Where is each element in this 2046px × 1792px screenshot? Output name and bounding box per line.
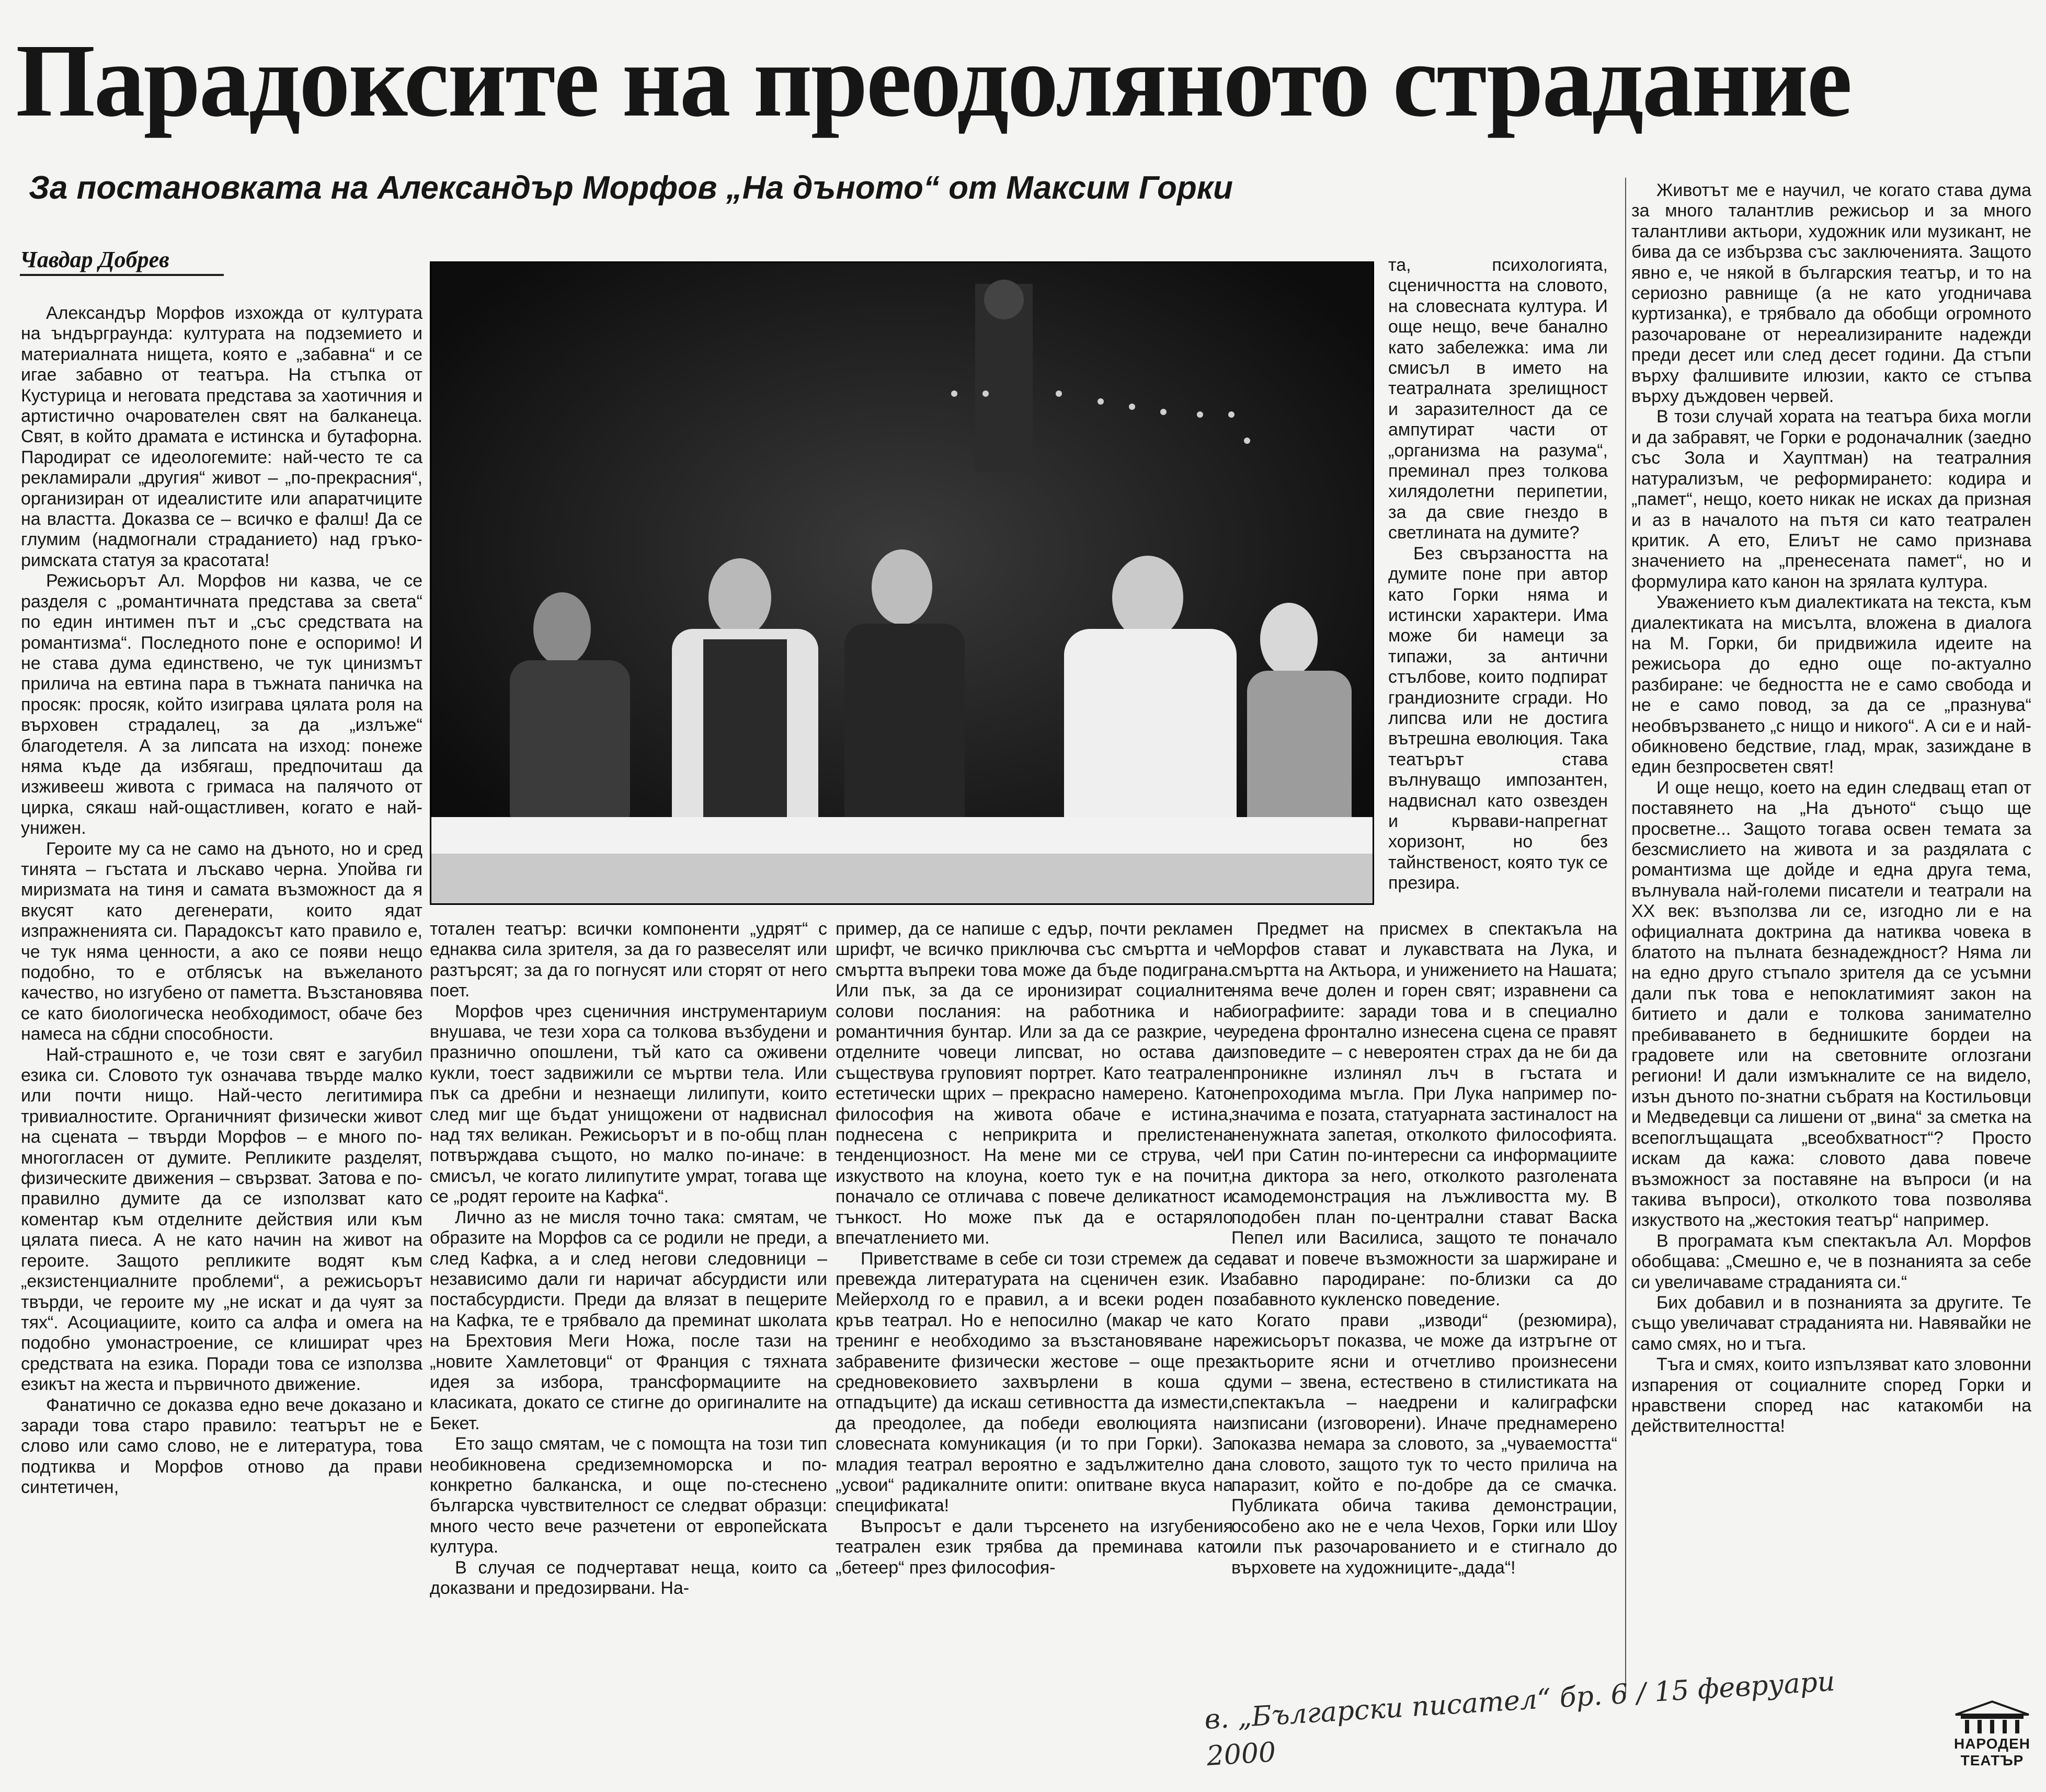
article-subhead: За постановката на Александър Морфов „На дъното“ от Максим Горки <box>29 170 1233 206</box>
paragraph: Животът ме е научил, че когато става дума за много талантлив режисьор и за много талантливи актьори, художник или музикант, не бива да се избързва със заключенията. Защото явно е, че някой в българския театър, и то на сериозно равнище (а не като угодничава куртизанка), е трябвало да обобщи огромното разочароване от нереализираните надежди преди десет или след десет години. Да стъпи върху фалшивите илюзии, както се стъпва върху дъждовен червей. <box>1631 180 2031 407</box>
stage-photo <box>430 261 1374 905</box>
handwritten-source-note: в. „Български писател“ бр. 6 / 15 февруари 2000 <box>1203 1665 1836 1773</box>
paragraph: та, психологията, сценичността на словото, на словесната култура. И още нещо, вече банално като забележка: има ли смисъл в името на театралната зрелищност и заразителност да се ампутират части от „организма на разума“, преминал през толкова хилядолетни перипетии, за да свие гнездо в светлината на думите? <box>1388 255 1608 543</box>
theatre-building-icon <box>1950 1699 2034 1736</box>
paragraph: тотален театър: всички компоненти „удрят“ с еднаква сила зрителя, за да го развеселят или разтърсят; за да го погнусят или сторят от него поет. <box>430 919 827 1001</box>
paragraph: Героите му са не само на дъното, но и сред тинята – гъстата и лъскаво черна. Упойва ги миризмата на тиня и самата възможност да я вкусят като дегенерати, които ядат изпражненията си. Парадоксът като правило е, че тук няма ценности, а ако се появи нещо подобно, то е отблясък на въжеланото качество, но изгубено от паметта. Възстановява се като биологическа необходимост, обаче без намеса на сбдни способности. <box>21 838 422 1044</box>
paragraph: пример, да се напише с едър, почти рекламен шрифт, че всичко приключва със смъртта и че смъртта въпреки това може да бъде подиграна. Или пък, за да се иронизират социалните солови послания: на работника и на романтичния бунтар. Или за да се разкрие, че отделните човеци липсват, но остава да съществува груповият портрет. Като театрален естетически щрих – прекрасно намерено. Като философия на живота обаче е истина, поднесена с неприкрита и прелистена тенденциозност. На мене ми се струва, че изкуството на клоуна, което тук е на почит, поначало се отличава с повече деликатност и тънкост. Но може пък да е остаряло впечатлението ми. <box>836 919 1233 1248</box>
text-column-4-lower <box>1231 919 1617 1677</box>
paragraph: В програмата към спектакъла Ал. Морфов обобщава: „Смешно е, че в познанията за себе си увеличаваме страданията си.“ <box>1631 1231 2031 1292</box>
paragraph: Без свързаността на думите поне при автор като Горки няма и истински характери. Има може би намеци за типажи, за антични стълбове, които подпират грандиозните сгради. Но липсва или не достига вътрешна еволюция. Така театърът става вълнуващо импозантен, надвиснал като озвезден и кървави-напрегнат хоризонт, но без тайнственост, която тук се презира. <box>1388 543 1608 893</box>
text-column-5 <box>1631 180 2031 1675</box>
text-column-1 <box>21 303 422 1715</box>
paragraph: Фанатично се доказва едно вече доказано и заради това старо правило: театърът не е слово или само слово, не е литература, това подтиква и Морфов отново да прави синтетичен, <box>21 1395 422 1498</box>
paragraph: Най-страшното е, че този свят е загубил езика си. Словото тук означава твърде малко или почти нищо. Най-често легитимира тривиалностите. Органичният физически живот на сцената – твърди Морфов – е много по-многогласен от думите. Репликите разделят, физическите движения – свързват. Затова е по-правилно думите да се използват като коментар към отделните действия или към цялата пиеса. А не като начин на живот на героите. Защото репликите водят към „екзистенциалните проблеми“, а режисьорът твърди, че героите му „не искат и да чуят за тях“. Асоциациите, които са алфа и омега на подобно умонастроение, се клишират чрез средствата на езика. Поради това се използва езикът на жеста и първичното движение. <box>21 1044 422 1395</box>
paragraph: В случая се подчертават неща, които са доказвани и предозирвани. На- <box>430 1557 827 1598</box>
paragraph: В този случай хората на театъра биха могли и да забравят, че Горки е родоначалник (заедно със Зола и Хауптман) на театралния натурализъм, че реформирането: кодира и „памет“, нещо, което никак не исках да призная и аз в началото на пътя си като театрален критик. А ето, Елиът не само признава значението на „пренесената памет“, но и формулира като канон на зрялата култура. <box>1631 407 2031 592</box>
paragraph: Лично аз не мисля точно така: смятам, че образите на Морфов са се родили не преди, а след Кафка, а и след негови следовници – независимо дали ги наричат абсурдисти или постабсурдисти. Преди да влязат в пещерите на Кафка, те е трябвало да преминат школата на Брехтовия Меги Ножа, после тази на „новите Хамлетовци“ от Франция с тяхната идея за избора, трансформациите на класиката, докато се стигне до оригиналите на Бекет. <box>430 1207 827 1433</box>
paragraph: Предмет на присмех в спектакъла на Морфов стават и лукавствата на Лука, и смъртта на Актьора, и унижението на Нашата; няма вече долен и горен свят; изравнени са биографиите: заради това и в специално уредена фронтално изнесена сцена се правят изповедите – с невероятен страх да не би да проникне излинял лъч в гъстата и непроходима мъгла. При Лука например по-значима е позата, статуарната застиналост на ненужната запетая, отколкото философията. И при Сатин по-интересни са информациите на диктора за него, отколкото разголената самодемонстрация на лъжливостта му. В подобен план по-централни стават Васка Пепел или Василиса, защото те поначало дават и повече възможности за шаржиране и забавно пародиране: по-близки са до забавното кукленско поведение. <box>1231 919 1617 1310</box>
text-column-3 <box>836 919 1233 1734</box>
article-byline: Чавдар Добрев <box>20 246 224 276</box>
paragraph: Уважението към диалектиката на текста, към диалектиката на мисълта, вложена в диалога на М. Горки, би придвижила идеите на режисьора до едно още по-актуално разбиране: че бедността не е само свобода и не е само повод, за да се „празнува“ необвързването „с нищо и никого“. А си е и най-обикновено бедствие, глад, мрак, зазиждане в един безпросветен свят! <box>1631 592 2031 777</box>
paragraph: Въпросът е дали търсенето на изгубения театрален език трябва да преминава като „бетеер“ през философия- <box>836 1516 1233 1578</box>
stage-photo-image <box>431 263 1373 903</box>
logo-line-2: ТЕАТЪР <box>1960 1752 2024 1768</box>
paragraph: Приветстваме в себе си този стремеж да се превежда литературата на сценичен език. И Мейерхолд го е правил, а и всеки роден по кръв театрал. Но е непосилно (макар че като тренинг е необходимо за възстановяване на забравените физически жестове – още през средновековието захвърлени в коша с отпадъците) да искаш сетивността да измести, да преодолее, да победи еволюцията на словесната комуникация (и то при Горки). За младия театрал вероятно е задължително да „усвои“ радикалните опити: опитване вкуса на спецификата! <box>836 1248 1233 1516</box>
logo-line-1: НАРОДЕН <box>1953 1736 2030 1752</box>
text-column-4-upper <box>1388 255 1608 903</box>
text-column-2 <box>430 919 827 1734</box>
paragraph: Ето защо смятам, че с помощта на този тип необикновена средиземноморска и по-конкретно балканска, и още по-стеснено българска чувствителност се следват образци: много често вече разчетени от европейската култура. <box>430 1434 827 1557</box>
article-headline: Парадоксите на преодоляното страдание <box>16 23 1851 139</box>
paragraph: Режисьорът Ал. Морфов ни казва, че се разделя с „романтичната представа за света“ по един интимен път и „със средствата на романтизма“. Последното поне е оспоримо! И не става дума единствено, че тук цинизмът прилича на евтина пара в тъжната паничка на просяк: просяк, който изиграва цялата роля на върховен страдалец, за да „излъже“ благодетеля. А за липсата на изход: понеже няма къде да избягаш, предпочиташ да изживееш живота с гримаса на палячото от цирка, сякаш най-ощастливен, когато е най-унижен. <box>21 571 422 838</box>
paragraph: Тъга и смях, които изпълзяват като зловонни изпарения от социалните според Горки и нравствени според нас катакомби на действителността! <box>1631 1354 2031 1437</box>
paragraph: И още нещо, което на един следващ етап от поставянето на „На дъното“ също ще просветне... Защото тогава освен темата за безсмислието на живота и за раздялата с романтизма ще дойде и една друга тема, вълнувала най-големи писатели и театрали на XX век: възползва ли се, изгодно ли е на официалната доктрина да натиква човека в блатото на пълната безнадеждност? Няма ли на едно друго стъпало зрителя да се усъмни дали пък това е непоклатимият закон на битието и дали е толкова занимателно пребиваването в беднишките бордеи на градовете или на световните оглозгани региони! И дали измъкналите се на видело, изън дъното по-знатни събратя на Костильовци и Медведевци са лишени от „вина“ за сметка на всепоглъщащата „всеобхватност“? Просто искам да кажа: словото дава повече възможност за поставяне на въпроси (и на такива въпроси), отколкото това позволява изкуството на „жестокия театър“ например. <box>1631 777 2031 1231</box>
column-rule <box>1625 178 1626 1694</box>
national-theatre-logo <box>1950 1699 2034 1777</box>
paragraph: Александър Морфов изхожда от културата на ъндърграунда: културата на подземието и материалната нищета, която е „забавна“ и се игае забавно от театъра. На стъпка от Кустурица и неговата представа за хаотичния и артистично очарователен свят на балканеца. Свят, в който драмата е истинска и бутафорна. Пародират се идеологемите: най-често те са рекламирали „другия“ живот – „по-прекрасния“, организиран от идеалистите или апаратчиците на властта. Доказва се – всичко е фалш! Да се глумим (надмогнали страданието) над гръко-римската статуя за красотата! <box>21 303 422 570</box>
paragraph: Бих добавил и в познанията за другите. Те също увеличават страданията ни. Навявайки не само смях, но и тъга. <box>1631 1292 2031 1354</box>
paragraph: Когато прави „изводи“ (резюмира), режисьорът показва, че може да изтръгне от актьорите ясни и отчетливо произнесени думи – звена, естествено в стилистиката на спектакъла – наедрени и калиграфски изписани (изговорени). Иначе преднамерено показва немара за словото, за „чуваемостта“ на словото, защото тук то често прилича на паразит, който е по-добре да се смачка. Публиката обича такива демонстрации, особено ако не е чела Чехов, Горки или Шоу или пък разочарованието и е стигнало до върховете на художниците-„дада“! <box>1231 1310 1617 1578</box>
paragraph: Морфов чрез сценичния инструментариум внушава, че тези хора са толкова възбудени и празнично опошлени, тъй като са оживени кукли, тоест задвижили се мъртви тела. Или пък са дребни и незнаещи лилипути, които след миг ще бъдат унищожени от надвиснал над тях великан. Режисьорът и в по-общ план потвърждава същото, но малко по-иначе: в смисъл, че когато лилипутите умрат, тогава ще се „родят героите на Кафка“. <box>430 1001 827 1207</box>
